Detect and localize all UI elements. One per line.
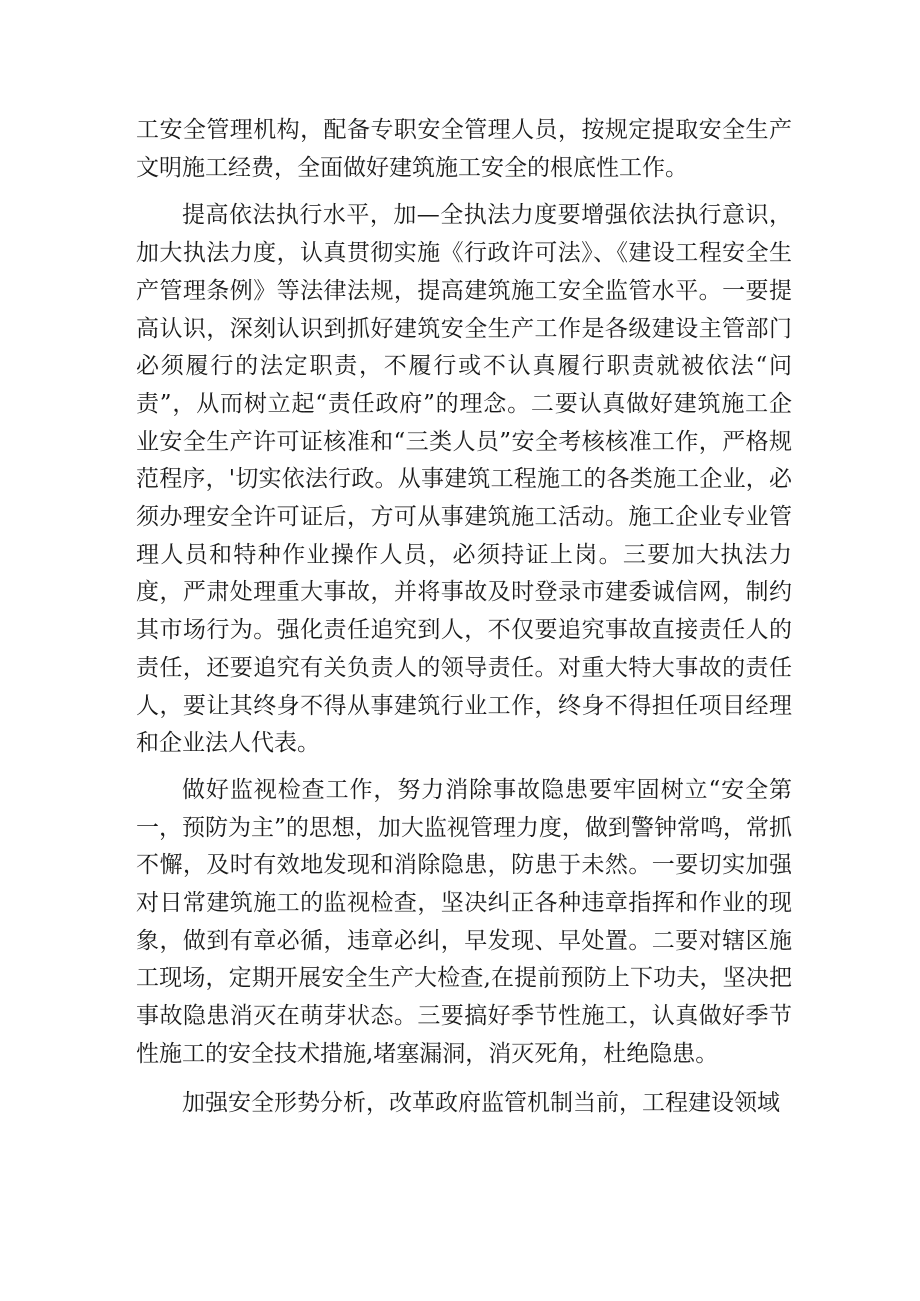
paragraph-law-enforcement: 提高依法执行水平，加—全执法力度要增强依法执行意识，加大执法力度，认真贯彻实施《行政许可法》、《建设工程安全生产管理条例》等法律法规，提高建筑施工安全监管水平。一要提高认识，深刻认识到抓好建筑安全生产工作是各级建设主管部门必须履行的法定职责，不履行或不认真履行职责就被依法“问责”，从而树立起“责任政府”的理念。二要认真做好建筑施工企业安全生产许可证核准和“三类人员”安全考核核准工作，严格规范程序，'切实依法行政。从事建筑工程施工的各类施工企业，必须办理安全许可证后，方可从事建筑施工活动。施工企业专业管理人员和特种作业操作人员，必须持证上岗。三要加大执法力度，严肃处理重大事故，并将事故及时登录市建委诚信网，制约其市场行为。强化责任追究到人，不仅要追究事故直接责任人的责任，还要追究有关负责人的领导责任。对重大特大事故的责任人，要让其终身不得从事建筑行业工作，终身不得担任项目经理和企业法人代表。 xyxy=(136,202,792,757)
paragraph-inspection: 做好监视检查工作，努力消除事故隐患要牢固树立“安全第一，预防为主”的思想，加大监视管理力度，做到警钟常鸣，常抓不懈，及时有效地发现和消除隐患，防患于未然。一要切实加强对日常建筑施工的监视检查，坚决纠正各种违章指挥和作业的现象，做到有章必循，违章必纠，早发现、早处置。二要对辖区施工现场，定期开展安全生产大检查,在提前预防上下功夫，坚决把事故隐患消灭在萌芽状态。三要搞好季节性施工，认真做好季节性施工的安全技术措施,堵塞漏洞，消灭死角，杜绝隐患。 xyxy=(136,776,792,1067)
document-body xyxy=(136,112,792,1122)
paragraph-continuation: 工安全管理机构，配备专职安全管理人员，按规定提取安全生产文明施工经费，全面做好建筑施工安全的根底性工作。 xyxy=(136,117,792,181)
paragraph-situation-analysis: 加强安全形势分析，改革政府监管机制当前，工程建设领域 xyxy=(182,1089,780,1116)
